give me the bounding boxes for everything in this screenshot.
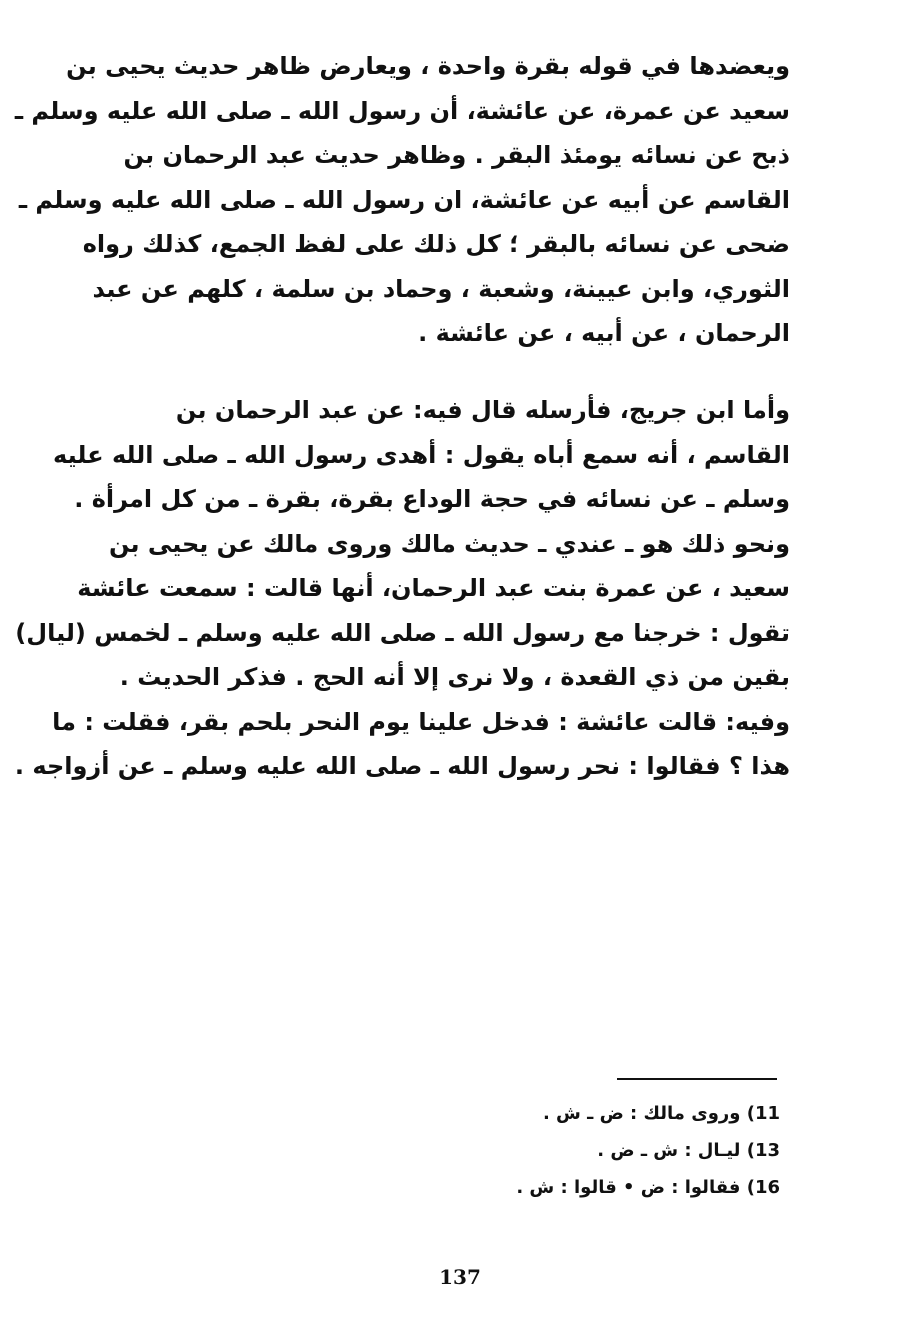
text-line: الرحمان ، عن أبيه ، عن عائشة .	[418, 319, 790, 347]
footnotes	[440, 1095, 780, 1206]
text-line: تقول : خرجنا مع رسول الله ـ صلى الله عليه وسلم ـ لخمس (ليال)	[15, 618, 790, 647]
text-line: وفيه: قالت عائشة : فدخل علينا يوم النحر بلحم بقر، فقلت : ما	[52, 707, 790, 736]
text-line: ويعضدها في قوله بقرة واحدة ، ويعارض ظاهر حديث يحيى بن	[66, 52, 790, 80]
text-line: وأما ابن جريج، فأرسله قال فيه: عن عبد الرحمان بن	[175, 396, 790, 424]
footnote-item: 13) ليـال : ش ـ ض .	[597, 1140, 780, 1161]
paragraph-1	[14, 44, 790, 356]
text-line: ونحو ذلك هو ـ عندي ـ حديث مالك وروى مالك عن يحيى بن	[108, 529, 790, 558]
paragraph-2	[14, 388, 790, 789]
text-line: الثوري، وابن عيينة، وشعبة ، وحماد بن سلمة ، كلهم عن عبد	[92, 274, 790, 303]
footnote-item: 16) فقالوا : ض • قالوا : ش .	[516, 1177, 780, 1198]
footnote-item: 11) وروى مالك : ض ـ ش .	[542, 1103, 780, 1124]
text-line: ذبح عن نسائه يومئذ البقر . وظاهر حديث عبد الرحمان بن	[123, 141, 790, 169]
text-line: بقين من ذي القعدة ، ولا نرى إلا أنه الحج . فذكر الحديث .	[119, 663, 790, 691]
page-number: 137	[439, 1265, 481, 1289]
text-line: القاسم عن أبيه عن عائشة، ان رسول الله ـ صلى الله عليه وسلم ـ	[18, 185, 790, 214]
text-line: سعيد ، عن عمرة بنت عبد الرحمان، أنها قالت : سمعت عائشة	[77, 574, 790, 602]
text-line: سعيد عن عمرة، عن عائشة، أن رسول الله ـ صلى الله عليه وسلم ـ	[14, 96, 790, 125]
footnote-divider	[617, 1078, 777, 1080]
text-line: القاسم ، أنه سمع أباه يقول : أهدى رسول الله ـ صلى الله عليه	[53, 440, 790, 469]
text-line: هذا ؟ فقالوا : نحر رسول الله ـ صلى الله عليه وسلم ـ عن أزواجه .	[14, 752, 790, 780]
text-line: وسلم ـ عن نسائه في حجة الوداع بقرة، بقرة ـ من كل امرأة .	[74, 485, 790, 513]
text-line: ضحى عن نسائه بالبقر ؛ كل ذلك على لفظ الجمع، كذلك رواه	[82, 230, 790, 258]
